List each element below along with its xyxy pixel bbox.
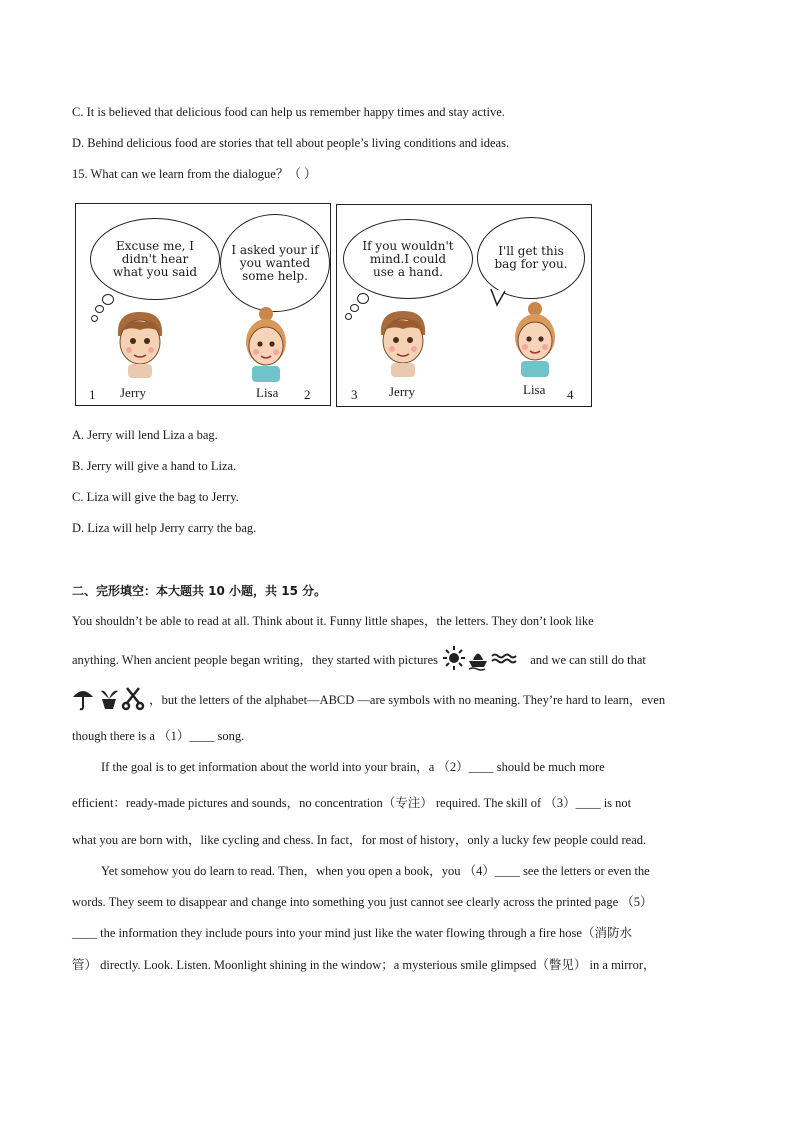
thought-dot	[350, 304, 359, 312]
section-heading: 二、完形填空：本大题共 10 小题，共 15 分。	[72, 584, 327, 598]
thought-dot	[345, 313, 352, 320]
passage-line: efficient：ready-made pictures and sounds，no concentration（专注） required. The skill of （3）____ is not	[72, 796, 632, 810]
modern-pictures	[72, 685, 146, 711]
speech-tail	[489, 289, 509, 307]
jerry-avatar	[110, 306, 170, 378]
name-label-jerry: Jerry	[389, 384, 415, 399]
passage-line: what you are born with，like cycling and chess. In fact，for most of history，only a lucky few people could read.	[72, 833, 647, 847]
speech-bubble-lisa-2: I'll get this bag for you.	[477, 217, 585, 299]
thought-dot	[357, 293, 369, 304]
boat-icon	[469, 654, 487, 671]
panel-number-2: 2	[304, 387, 311, 402]
passage-line: ，but the letters of the alphabet—ABCD —are symbols with no meaning. They’re hard to learn，even	[72, 691, 665, 711]
thought-dot	[95, 305, 104, 313]
thought-bubble-jerry-1: Excuse me, I didn't hear what you said	[90, 218, 220, 300]
jerry-avatar	[373, 305, 433, 377]
comic-panel-1	[75, 203, 331, 406]
q14-option-c: C. It is believed that delicious food can help us remember happy times and stay active.	[72, 105, 505, 119]
lisa-avatar	[507, 301, 563, 377]
thought-dot	[102, 294, 114, 305]
comic-panel-2	[336, 204, 592, 407]
panel-number-1: 1	[89, 387, 96, 402]
plant-pot-icon	[101, 691, 118, 709]
name-label-jerry: Jerry	[120, 385, 146, 400]
lisa-avatar	[238, 306, 294, 382]
scissors-icon	[123, 688, 143, 709]
panel-number-4: 4	[567, 387, 574, 402]
umbrella-icon	[73, 691, 93, 709]
passage-line: words. They seem to disappear and change into something you just cannot see clearly across the printed page （5）	[72, 895, 653, 909]
q14-option-d: D. Behind delicious food are stories that tell about people’s living conditions and ideas.	[72, 136, 510, 150]
speech-bubble-lisa-1: I asked your if you wanted some help.	[220, 214, 330, 312]
passage-line: ____ the information they include pours into your mind just like the water flowing through a fire hose（消防水	[72, 926, 632, 940]
thought-bubble-jerry-2: If you wouldn't mind.I could use a hand.	[343, 219, 473, 299]
panel-number-3: 3	[351, 387, 358, 402]
q15-question: 15. What can we learn from the dialogue？（ ）	[72, 167, 317, 181]
passage-line: If the goal is to get information about the world into your brain，a （2）____ should be much more	[101, 760, 605, 774]
thought-dot	[91, 315, 98, 322]
passage-line: 管） directly. Look. Listen. Moonlight shining in the window；a mysterious smile glimpsed（瞥见） in a mirror，	[72, 958, 656, 972]
q15-option-a: A. Jerry will lend Liza a bag.	[72, 428, 218, 442]
passage-line: You shouldn’t be able to read at all. Think about it. Funny little shapes，the letters. They don’t look like	[72, 614, 594, 628]
name-label-lisa: Lisa	[523, 382, 546, 397]
passage-line: anything. When ancient people began writing，they started with pictures and we can still do that	[72, 651, 646, 671]
wave-icon	[492, 655, 516, 663]
ancient-pictures	[443, 645, 519, 671]
passage-line: though there is a （1）____ song.	[72, 729, 245, 743]
sun-icon	[443, 646, 465, 670]
q15-option-d: D. Liza will help Jerry carry the bag.	[72, 521, 257, 535]
passage-line: Yet somehow you do learn to read. Then，when you open a book，you （4）____ see the letters or even the	[101, 864, 650, 878]
q15-option-c: C. Liza will give the bag to Jerry.	[72, 490, 239, 504]
name-label-lisa: Lisa	[256, 385, 279, 400]
q15-option-b: B. Jerry will give a hand to Liza.	[72, 459, 237, 473]
